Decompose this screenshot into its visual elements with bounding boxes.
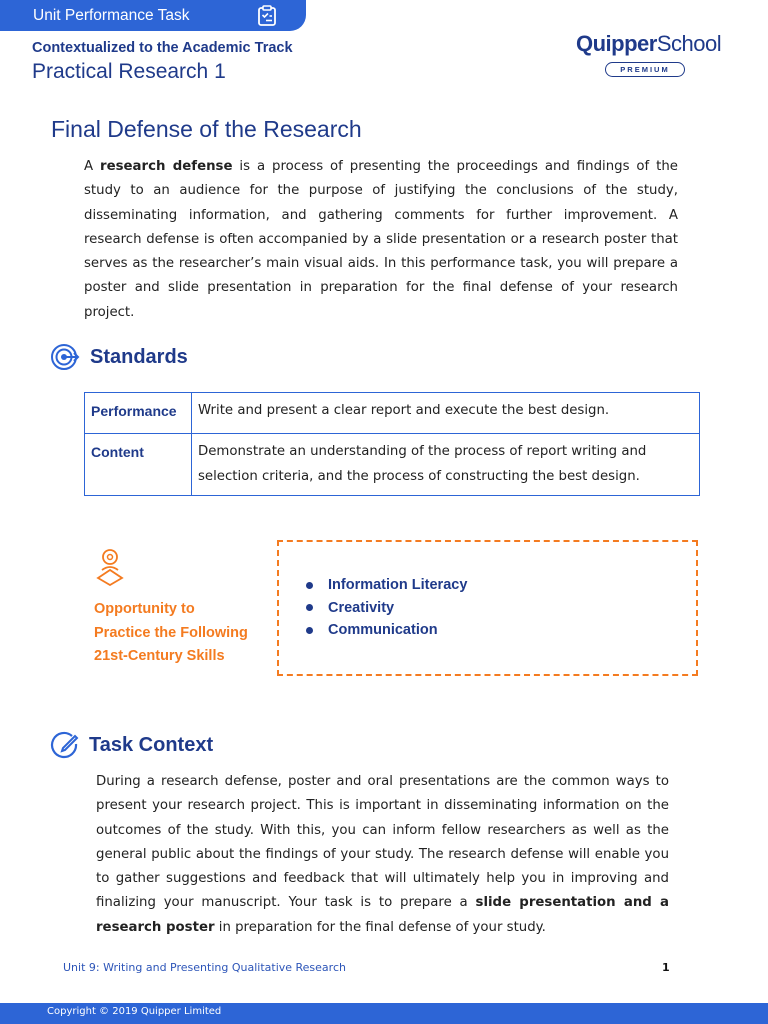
intro-paragraph bbox=[84, 155, 678, 325]
unit-tab-label: Unit Performance Task bbox=[33, 6, 190, 24]
clipboard-check-icon bbox=[257, 5, 277, 26]
skills-label-line: 21st-Century Skills bbox=[94, 648, 225, 664]
bullet-icon bbox=[306, 604, 313, 611]
unit-tab bbox=[0, 0, 306, 31]
task-context-paragraph bbox=[96, 770, 669, 940]
list-item bbox=[306, 597, 467, 620]
track-subtitle: Contextualized to the Academic Track bbox=[32, 40, 293, 56]
standards-heading-text: Standards bbox=[90, 345, 188, 368]
intro-lead: A bbox=[84, 159, 101, 174]
standard-value: Demonstrate an understanding of the process of report writing and selection criteria, and the process of constructing the best design. bbox=[192, 434, 700, 496]
copyright: Copyright © 2019 Quipper Limited bbox=[47, 1006, 222, 1017]
table-row bbox=[85, 434, 700, 496]
list-item bbox=[306, 619, 467, 642]
bullet-icon bbox=[306, 627, 313, 634]
task-context-heading bbox=[50, 730, 213, 760]
skills-list bbox=[306, 574, 467, 642]
skills-label-line: Opportunity to bbox=[94, 601, 195, 617]
standards-heading bbox=[50, 343, 188, 371]
standards-table bbox=[84, 392, 700, 496]
standard-key: Performance bbox=[85, 393, 192, 434]
table-row bbox=[85, 393, 700, 434]
skills-label-line: Practice the Following bbox=[94, 624, 248, 641]
standard-value: Write and present a clear report and execute the best design. bbox=[192, 393, 700, 434]
logo-wordmark bbox=[576, 31, 726, 57]
list-item bbox=[306, 574, 467, 597]
skills-box bbox=[277, 540, 698, 676]
task-bold-phrase: slide presentation and a research poster bbox=[96, 895, 669, 935]
quipper-school-logo bbox=[576, 31, 726, 79]
page-number: 1 bbox=[662, 961, 670, 974]
page-title: Final Defense of the Research bbox=[51, 116, 362, 142]
task-context-heading-text: Task Context bbox=[89, 733, 214, 756]
skill-label: Information Literacy bbox=[328, 577, 468, 593]
skills-label-block bbox=[94, 548, 270, 669]
skills-person-icon bbox=[94, 548, 126, 586]
subject-title: Practical Research 1 bbox=[32, 60, 226, 83]
skills-label bbox=[94, 598, 270, 669]
target-icon bbox=[50, 343, 81, 371]
edit-pencil-icon bbox=[50, 730, 80, 760]
standard-key: Content bbox=[85, 434, 192, 496]
task-rest: in preparation for the final defense of your study. bbox=[214, 919, 546, 935]
skill-label: Creativity bbox=[328, 599, 395, 616]
intro-rest: is a process of presenting the proceedings and findings of the study to an audience for the purpose of justifying the conclusions of the study, disseminating information, and gathering comments for further improvement. A research defense is often accompanied by a slide presentation or a research poster that serves as the researcher’s main visual aids. In this performance task, you will prepare a poster and slide presentation in preparation for the final defense of your research project. bbox=[84, 159, 678, 320]
premium-badge: PREMIUM bbox=[605, 62, 685, 77]
footer-unit-label: Unit 9: Writing and Presenting Qualitative Research bbox=[63, 961, 346, 974]
logo-part-school: School bbox=[656, 31, 722, 56]
logo-part-quipper: Quipper bbox=[576, 31, 657, 56]
intro-bold-term: research defense bbox=[100, 159, 233, 174]
task-lead: During a research defense, poster and oral presentations are the common ways to present your research project. This is important in disseminating information on the outcomes of the study. With this, you can inform fellow researchers as well as the general public about the findings of your study. The research defense will enable you to gather suggestions and feedback that will ultimately help you in improving and finalizing your manuscript. Your task is to prepare a bbox=[96, 774, 669, 911]
bullet-icon bbox=[306, 582, 313, 589]
skill-label: Communication bbox=[328, 622, 438, 638]
